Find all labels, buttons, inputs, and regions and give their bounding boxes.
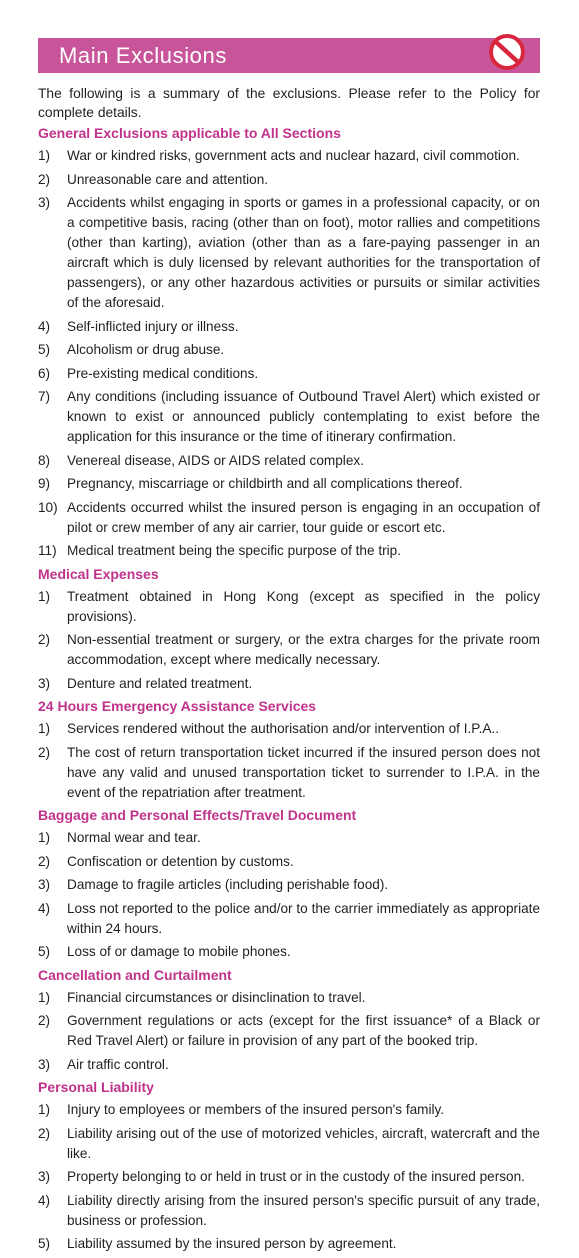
list-item: [38, 1167, 540, 1187]
section-title: General Exclusions applicable to All Sections: [38, 125, 341, 141]
item-number: 4): [38, 318, 51, 334]
exclusions-page: [38, 38, 540, 1258]
section-title: Cancellation and Curtailment: [38, 966, 232, 983]
intro-text: The following is a summary of the exclusions. Please refer to the Policy for complete details.: [38, 86, 540, 120]
list-item: [38, 875, 540, 895]
item-text: Liability assumed by the insured person by agreement.: [67, 1236, 397, 1251]
header-banner: [38, 38, 540, 73]
list-item: [38, 1100, 540, 1120]
item-number: 1): [38, 830, 51, 845]
item-number: 2): [38, 171, 51, 187]
item-text: Any conditions (including issuance of Outbound Travel Alert) which existed or known to exist or announced publicly contemplating to exist before the application for this insurance or the time of itinerary confirmation.: [67, 389, 540, 444]
item-number: 10): [38, 499, 58, 515]
item-text: Pre-existing medical conditions.: [67, 365, 259, 381]
item-text: Unreasonable care and attention.: [67, 171, 269, 187]
list-item: [38, 498, 540, 538]
item-text: Alcoholism or drug abuse.: [67, 342, 225, 357]
item-number: 2): [38, 1013, 51, 1028]
section-title: Baggage and Personal Effects/Travel Document: [38, 807, 357, 823]
list-item: [38, 1124, 540, 1164]
list-item: [38, 743, 540, 803]
item-text: Normal wear and tear.: [67, 830, 201, 845]
item-text: The cost of return transportation ticket incurred if the insured person does not have any valid and unused transportation ticket to surrender to I.P.A. in the event of the repatriation after treatment.: [67, 744, 540, 800]
item-number: 5): [38, 342, 51, 357]
item-number: 1): [38, 588, 51, 604]
item-text: Property belonging to or held in trust or in the custody of the insured person.: [67, 1169, 525, 1184]
exclusion-list: [38, 988, 540, 1075]
list-item: [38, 170, 540, 190]
list-item: [38, 340, 540, 360]
item-number: 1): [38, 989, 51, 1005]
exclusion-sections: [38, 124, 540, 1254]
item-text: Accidents whilst engaging in sports or games in a professional capacity, or on a competitive basis, racing (other than on foot), motor rallies and competitions (other than karting), aviation (other than as a fare-paying passenger in an aircraft which is duly licensed by relevant authorities for the transportation of passengers), or any other hazardous activities or pursuits or similar activities of the aforesaid.: [67, 195, 540, 310]
item-text: War or kindred risks, government acts and nuclear hazard, civil commotion.: [67, 148, 520, 163]
item-number: 1): [38, 1102, 51, 1117]
list-item: [38, 1234, 540, 1254]
item-number: 8): [38, 452, 51, 468]
item-text: Pregnancy, miscarriage or childbirth and all complications thereof.: [67, 476, 463, 491]
list-item: [38, 828, 540, 848]
item-number: 3): [38, 877, 51, 892]
item-text: Air traffic control.: [67, 1056, 169, 1072]
item-text: Non-essential treatment or surgery, or the extra charges for the private room accommodation, except where medically necessary.: [67, 632, 540, 667]
item-text: Self-inflicted injury or illness.: [67, 318, 239, 334]
item-text: Damage to fragile articles (including perishable food).: [67, 877, 389, 892]
list-item: [38, 1191, 540, 1231]
item-text: Confiscation or detention by customs.: [67, 853, 294, 869]
item-number: 2): [38, 632, 51, 647]
exclusion-list: [38, 719, 540, 803]
item-number: 2): [38, 853, 51, 869]
item-number: 5): [38, 1236, 51, 1251]
section-title: Personal Liability: [38, 1079, 154, 1095]
item-number: 3): [38, 1169, 51, 1184]
item-text: Liability directly arising from the insured person's specific pursuit of any trade, business or profession.: [67, 1192, 540, 1228]
section-title: Medical Expenses: [38, 565, 159, 582]
item-text: Treatment obtained in Hong Kong (except as specified in the policy provisions).: [67, 588, 540, 624]
item-number: 1): [38, 721, 51, 736]
exclusion-list: [38, 146, 540, 561]
item-text: Services rendered without the authorisation and/or intervention of I.P.A..: [67, 721, 499, 736]
item-text: Medical treatment being the specific purpose of the trip.: [67, 543, 401, 558]
list-item: [38, 630, 540, 670]
item-number: 11): [38, 543, 57, 558]
item-text: Loss not reported to the police and/or to the carrier immediately as appropriate within 24 hours.: [67, 900, 540, 936]
item-number: 3): [38, 195, 51, 210]
item-number: 1): [38, 148, 51, 163]
item-text: Venereal disease, AIDS or AIDS related complex.: [67, 452, 364, 468]
item-number: 6): [38, 365, 51, 381]
item-number: 4): [38, 1192, 51, 1208]
no-entry-icon: [487, 32, 527, 72]
item-text: Liability arising out of the use of motorized vehicles, aircraft, watercraft and the like.: [67, 1125, 540, 1161]
item-text: Government regulations or acts (except for the first issuance* of a Black or Red Travel Alert) or failure in provision of any part of the booked trip.: [67, 1013, 540, 1048]
list-item: [38, 719, 540, 739]
item-number: 9): [38, 476, 51, 491]
list-item: [38, 899, 540, 939]
exclusion-list: [38, 587, 540, 694]
item-text: Loss of or damage to mobile phones.: [67, 944, 291, 959]
list-item: [38, 674, 540, 694]
list-item: [38, 474, 540, 494]
item-text: Injury to employees or members of the insured person's family.: [67, 1102, 445, 1117]
page-title: Main Exclusions: [59, 43, 227, 68]
item-number: 4): [38, 900, 51, 916]
exclusion-list: [38, 828, 540, 962]
list-item: [38, 852, 540, 872]
list-item: [38, 451, 540, 471]
item-text: Financial circumstances or disinclination to travel.: [67, 989, 366, 1005]
list-item: [38, 1011, 540, 1051]
list-item: [38, 193, 540, 313]
list-item: [38, 1055, 540, 1075]
item-number: 3): [38, 1056, 51, 1072]
list-item: [38, 146, 540, 166]
item-number: 2): [38, 744, 51, 760]
item-number: 2): [38, 1125, 51, 1141]
item-text: Accidents occurred whilst the insured person is engaging in an occupation of pilot or crew member of any air carrier, tour guide or escort etc.: [67, 499, 540, 535]
list-item: [38, 988, 540, 1008]
item-number: 7): [38, 389, 51, 404]
list-item: [38, 317, 540, 337]
list-item: [38, 942, 540, 962]
list-item: [38, 387, 540, 447]
exclusion-list: [38, 1100, 540, 1254]
section-title: 24 Hours Emergency Assistance Services: [38, 698, 317, 714]
list-item: [38, 541, 540, 561]
list-item: [38, 364, 540, 384]
list-item: [38, 587, 540, 627]
item-number: 3): [38, 675, 51, 691]
item-number: 5): [38, 944, 51, 959]
item-text: Denture and related treatment.: [67, 675, 253, 691]
